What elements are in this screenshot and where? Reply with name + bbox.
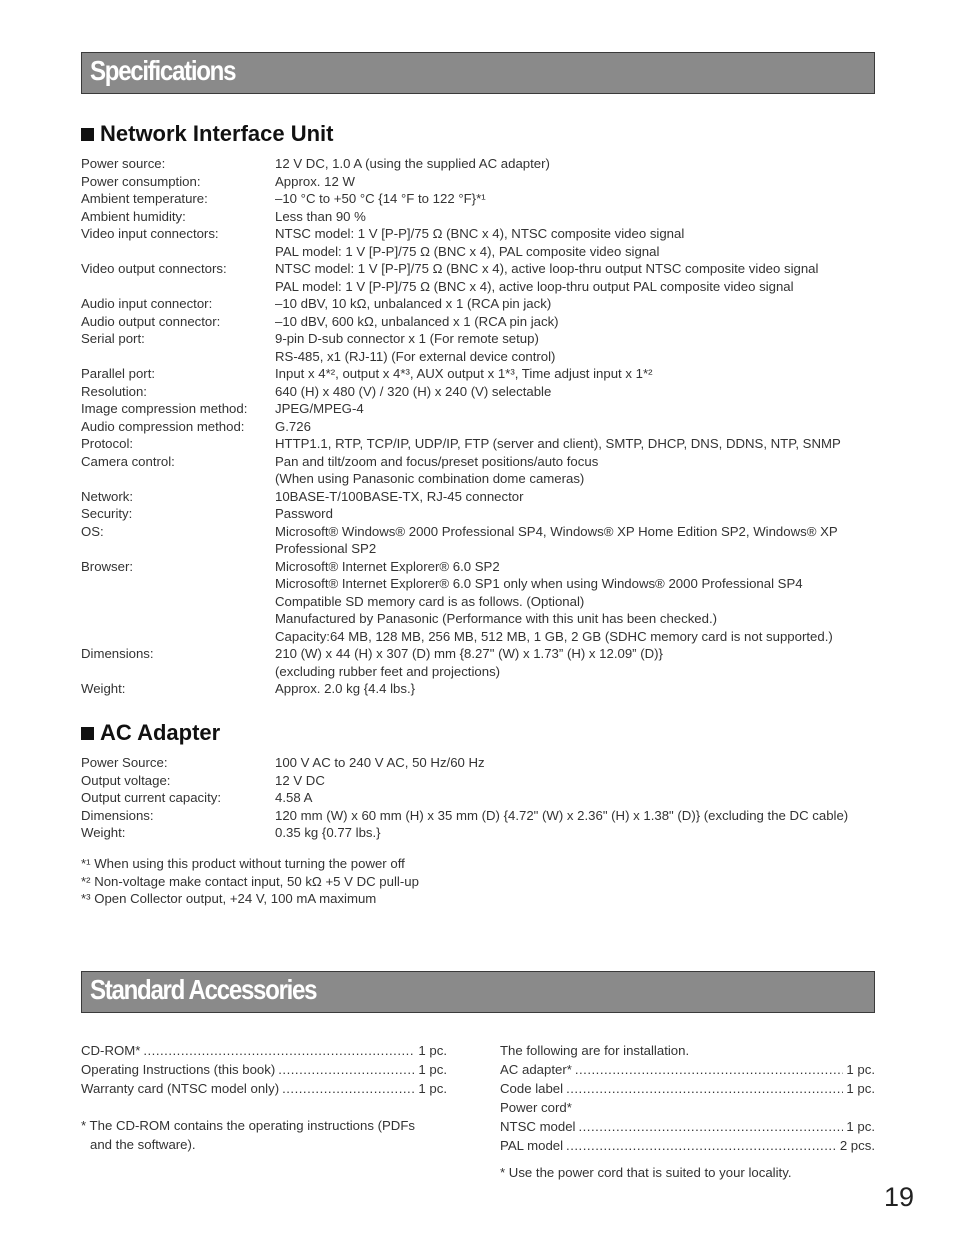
spec-row [81, 295, 881, 313]
spec-value [275, 558, 881, 646]
spec-value [275, 225, 881, 260]
spec-label: Ambient humidity: [81, 208, 186, 224]
spec-label: Audio output connector: [81, 313, 221, 329]
spec-label: Dimensions: [81, 646, 154, 661]
spec-value-line: Input x 4*², output x 4*³, AUX output x 1*³, Time adjust input x 1*² [275, 366, 653, 381]
footnote-mark: *¹ [81, 856, 91, 871]
footnote-text: Non-voltage make contact input, 50 kΩ +5 V DC pull-up [94, 873, 419, 889]
accessory-item [81, 1060, 447, 1079]
spec-row [81, 505, 881, 523]
spec-value-line: Less than 90 % [275, 208, 366, 224]
footnote [81, 855, 419, 873]
square-bullet-icon [81, 128, 94, 141]
spec-label: Dimensions: [81, 807, 154, 823]
footnote [81, 890, 419, 908]
spec-value [275, 190, 881, 208]
spec-row [81, 383, 881, 401]
ac-adapter-heading [81, 720, 220, 746]
spec-value-line: 4.58 A [275, 790, 313, 805]
spec-value-line: NTSC model: 1 V [P-P]/75 Ω (BNC x 4), active loop-thru output NTSC composite video signal [275, 261, 819, 276]
spec-label: Protocol: [81, 436, 134, 451]
spec-value [275, 208, 881, 226]
spec-row [81, 435, 881, 453]
footnote-text: Open Collector output, +24 V, 100 mA maximum [94, 891, 377, 906]
spec-value [275, 680, 881, 698]
accessory-quantity: 1 pc. [846, 1062, 875, 1077]
installation-intro: The following are for installation. [500, 1043, 690, 1058]
network-interface-unit-title: Network Interface Unit [100, 121, 334, 146]
spec-value [275, 155, 881, 173]
specifications-title: Specifications [90, 55, 236, 86]
spec-row [81, 365, 881, 383]
accessory-quantity: 1 pc. [418, 1043, 447, 1058]
spec-value-line: –10 dBV, 600 kΩ, unbalanced x 1 (RCA pin jack) [275, 313, 559, 329]
spec-value [275, 295, 881, 313]
spec-label: Power consumption: [81, 173, 201, 189]
page-number: 19 [884, 1182, 915, 1212]
spec-value-line: –10 dBV, 10 kΩ, unbalanced x 1 (RCA pin jack) [275, 296, 552, 311]
spec-value-line: 9-pin D-sub connector x 1 (For remote setup) [275, 331, 539, 346]
accessory-name: Code label [500, 1081, 564, 1096]
ac-adapter-spec-table [81, 754, 881, 842]
ac-adapter-title: AC Adapter [100, 720, 221, 745]
cd-rom-note-line: and the software). [90, 1137, 196, 1152]
spec-label: Output voltage: [81, 772, 171, 788]
accessories-left-column [81, 1041, 447, 1154]
accessory-item [500, 1136, 875, 1155]
spec-value-line: JPEG/MPEG-4 [275, 401, 364, 416]
spec-value-line: (When using Panasonic combination dome cameras) [275, 471, 585, 486]
spec-value-line: –10 °C to +50 °C {14 °F to 122 °F}*¹ [275, 191, 486, 206]
spec-value-line: PAL model: 1 V [P-P]/75 Ω (BNC x 4), PAL composite video signal [275, 243, 660, 259]
accessory-quantity: 2 pcs. [839, 1138, 875, 1153]
spec-value-line: Approx. 12 W [275, 173, 355, 189]
spec-label: Weight: [81, 681, 126, 696]
spec-label: OS: [81, 523, 104, 539]
spec-row [81, 772, 881, 790]
spec-row [81, 754, 881, 772]
spec-label: Output current capacity: [81, 790, 222, 805]
spec-label: Camera control: [81, 453, 175, 469]
spec-row [81, 225, 881, 260]
accessory-item [81, 1041, 447, 1060]
network-interface-unit-spec-table [81, 155, 881, 698]
spec-label: Video input connectors: [81, 226, 219, 241]
footnote [81, 873, 419, 891]
spec-value [275, 453, 881, 488]
spec-value [275, 435, 881, 453]
spec-value-line: Approx. 2.0 kg {4.4 lbs.} [275, 681, 416, 696]
spec-value [275, 400, 881, 418]
square-bullet-icon [81, 727, 94, 740]
accessory-item [81, 1079, 447, 1098]
spec-value [275, 365, 881, 383]
spec-row [81, 190, 881, 208]
accessories-right-column [500, 1041, 875, 1182]
accessory-quantity: 1 pc. [846, 1119, 875, 1134]
spec-value-line: Microsoft® Windows® 2000 Professional SP4, Windows® XP Home Edition SP2, Windows® XP [275, 523, 838, 539]
spec-value-line: 120 mm (W) x 60 mm (H) x 35 mm (D) {4.72" (W) x 2.36" (H) x 1.38" (D)} (excluding the DC cable) [275, 807, 849, 823]
spec-label: Parallel port: [81, 366, 156, 381]
footnote-mark: *² [81, 873, 91, 889]
spec-row [81, 789, 881, 807]
footnote-text: When using this product without turning the power off [94, 856, 405, 871]
spec-row [81, 523, 881, 558]
spec-value [275, 313, 881, 331]
spec-row [81, 645, 881, 680]
power-cord-label: Power cord* [500, 1100, 572, 1115]
spec-row [81, 807, 881, 825]
spec-value-line: Microsoft® Internet Explorer® 6.0 SP2 [275, 558, 500, 574]
spec-value [275, 383, 881, 401]
cd-rom-note-line: * The CD-ROM contains the operating instructions (PDFs [81, 1118, 415, 1133]
spec-row [81, 400, 881, 418]
spec-label: Audio input connector: [81, 296, 213, 311]
spec-value-line: Capacity:64 MB, 128 MB, 256 MB, 512 MB, 1 GB, 2 GB (SDHC memory card is not supported.) [275, 628, 833, 644]
spec-value-line: Professional SP2 [275, 541, 377, 556]
accessory-item [500, 1117, 875, 1136]
spec-value [275, 824, 881, 842]
accessory-quantity: 1 pc. [846, 1081, 875, 1096]
spec-value-line: PAL model: 1 V [P-P]/75 Ω (BNC x 4), active loop-thru output PAL composite video signal [275, 278, 794, 294]
footnote-mark: *³ [81, 891, 91, 906]
spec-value [275, 807, 881, 825]
spec-value [275, 418, 881, 436]
spec-row [81, 173, 881, 191]
spec-label: Ambient temperature: [81, 191, 208, 206]
spec-row [81, 155, 881, 173]
spec-value-line: Manufactured by Panasonic (Performance with this unit has been checked.) [275, 611, 718, 626]
spec-value-line: RS-485, x1 (RJ-11) (For external device control) [275, 348, 556, 364]
accessory-name: CD-ROM* [81, 1043, 141, 1058]
spec-value [275, 260, 881, 295]
accessory-name: AC adapter* [500, 1062, 572, 1077]
power-cord-note: * Use the power cord that is suited to your locality. [500, 1165, 792, 1180]
spec-value-line: G.726 [275, 418, 311, 434]
spec-row [81, 453, 881, 488]
spec-value-line: NTSC model: 1 V [P-P]/75 Ω (BNC x 4), NTSC composite video signal [275, 226, 685, 241]
accessory-name: Warranty card (NTSC model only) [81, 1081, 280, 1096]
spec-row [81, 824, 881, 842]
spec-value-line: 12 V DC, 1.0 A (using the supplied AC adapter) [275, 156, 550, 171]
spec-row [81, 330, 881, 365]
spec-value [275, 754, 881, 772]
spec-label: Power Source: [81, 755, 168, 770]
specifications-banner [81, 52, 875, 94]
spec-label: Browser: [81, 558, 134, 574]
footnotes [81, 855, 419, 908]
accessory-name: Operating Instructions (this book) [81, 1062, 276, 1077]
accessory-quantity: 1 pc. [418, 1062, 447, 1077]
spec-label: Serial port: [81, 331, 145, 346]
spec-value-line: 210 (W) x 44 (H) x 307 (D) mm {8.27" (W) x 1.73” (H) x 12.09” (D)} [275, 646, 663, 661]
spec-value [275, 772, 881, 790]
spec-label: Power source: [81, 156, 166, 171]
spec-label: Weight: [81, 825, 126, 840]
spec-label: Video output connectors: [81, 261, 227, 276]
spec-row [81, 313, 881, 331]
spec-row [81, 488, 881, 506]
spec-value [275, 505, 881, 523]
spec-value [275, 330, 881, 365]
spec-row [81, 558, 881, 646]
spec-value [275, 645, 881, 680]
spec-value [275, 173, 881, 191]
network-interface-unit-heading [81, 121, 334, 147]
spec-label: Network: [81, 488, 134, 504]
standard-accessories-title: Standard Accessories [90, 974, 317, 1005]
spec-value-line: 12 V DC [275, 772, 325, 788]
spec-value-line: (excluding rubber feet and projections) [275, 663, 501, 679]
accessory-item [500, 1060, 875, 1079]
spec-label: Security: [81, 506, 133, 521]
spec-value [275, 523, 881, 558]
spec-value-line: Pan and tilt/zoom and focus/preset positions/auto focus [275, 453, 599, 469]
spec-value [275, 488, 881, 506]
spec-row [81, 680, 881, 698]
spec-value-line: HTTP1.1, RTP, TCP/IP, UDP/IP, FTP (server and client), SMTP, DHCP, DNS, DDNS, NTP, SNMP [275, 436, 841, 451]
spec-value-line: 0.35 kg {0.77 lbs.} [275, 825, 381, 840]
spec-label: Image compression method: [81, 401, 248, 416]
spec-value-line: 100 V AC to 240 V AC, 50 Hz/60 Hz [275, 755, 485, 770]
spec-value-line: Password [275, 506, 333, 521]
spec-label: Audio compression method: [81, 418, 245, 434]
spec-value-line: Compatible SD memory card is as follows. (Optional) [275, 593, 585, 609]
accessory-name: PAL model [500, 1138, 564, 1153]
spec-row [81, 260, 881, 295]
accessory-item [500, 1079, 875, 1098]
spec-row [81, 418, 881, 436]
spec-row [81, 208, 881, 226]
spec-label: Resolution: [81, 383, 147, 399]
accessory-quantity: 1 pc. [418, 1081, 447, 1096]
spec-value-line: 640 (H) x 480 (V) / 320 (H) x 240 (V) selectable [275, 383, 552, 399]
accessory-name: NTSC model [500, 1119, 576, 1134]
spec-value-line: Microsoft® Internet Explorer® 6.0 SP1 only when using Windows® 2000 Professional SP4 [275, 576, 803, 591]
spec-value-line: 10BASE-T/100BASE-TX, RJ-45 connector [275, 488, 524, 504]
spec-value [275, 789, 881, 807]
standard-accessories-banner [81, 971, 875, 1013]
